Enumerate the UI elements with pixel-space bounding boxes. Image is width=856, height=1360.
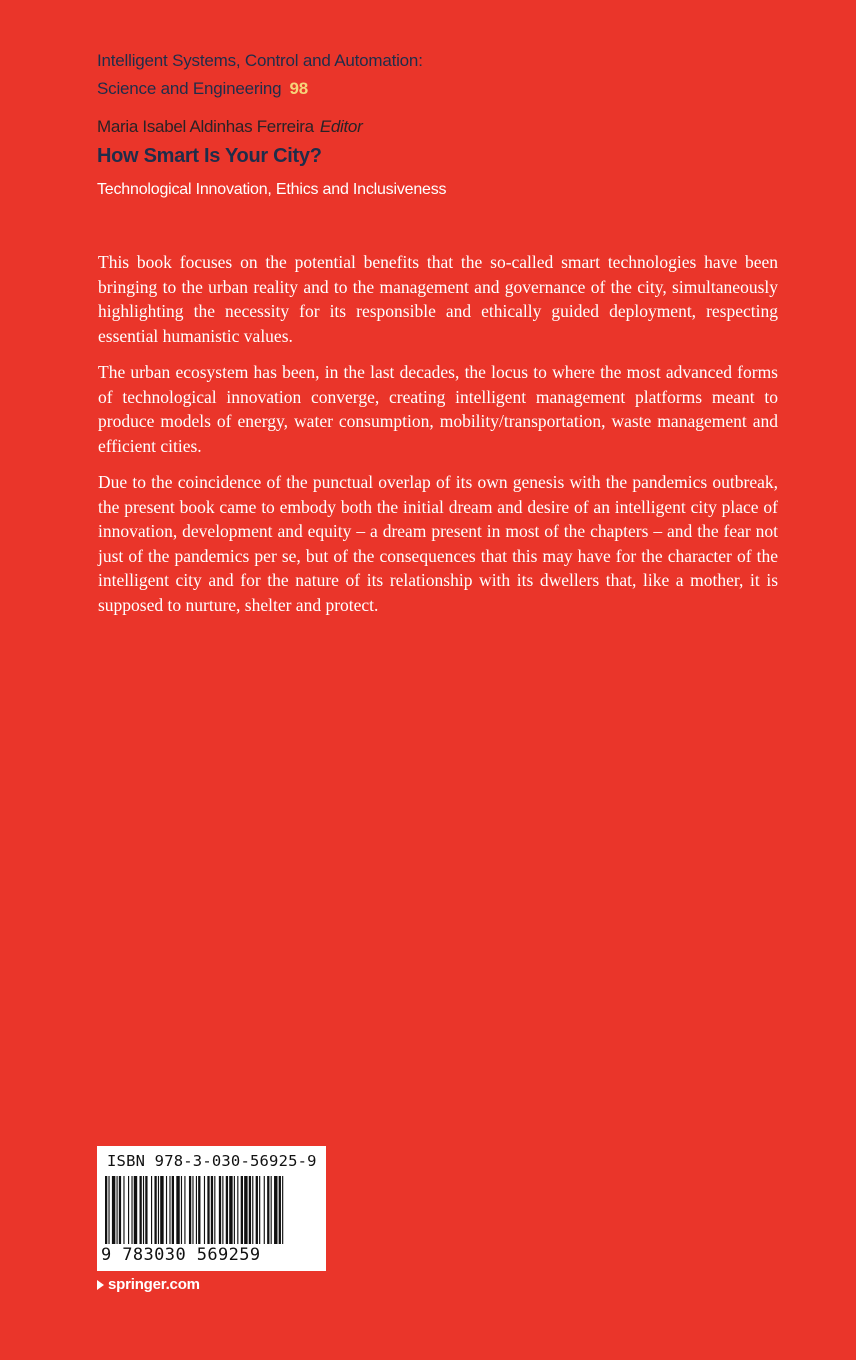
ean-digits: 9 783030 569259 — [101, 1245, 261, 1265]
publisher-link[interactable] — [97, 1276, 200, 1293]
barcode-bar — [128, 1176, 129, 1244]
barcode-bar — [176, 1176, 179, 1244]
barcode-bar — [204, 1176, 205, 1244]
book-title: How Smart Is Your City? — [97, 145, 322, 167]
blurb-paragraph-2: The urban ecosystem has been, in the last decades, the locus to where the most advanced forms of technological innovation converge, creating intelligent management platforms meant to produce models of energy, water consumption, mobility/​transportation, waste management and efficient cities. — [98, 362, 778, 456]
barcode-bar — [241, 1176, 243, 1244]
barcode-bar — [267, 1176, 269, 1244]
isbn-label: ISBN 978-3-030-56925-9 — [107, 1152, 317, 1170]
series-volume: 98 — [289, 79, 308, 98]
barcode-bar — [112, 1176, 115, 1244]
barcode-bar — [192, 1176, 193, 1244]
barcode-bar — [189, 1176, 191, 1244]
barcode-bar — [160, 1176, 163, 1244]
barcode-bar — [134, 1176, 137, 1244]
publisher-url: springer.com — [108, 1276, 200, 1293]
barcode-bar — [259, 1176, 260, 1244]
barcode-bar — [119, 1176, 121, 1244]
barcode-bar — [105, 1176, 107, 1244]
barcode-bar — [271, 1176, 272, 1244]
barcode-bar — [234, 1176, 235, 1244]
barcode-bar — [145, 1176, 147, 1244]
barcode-bar — [158, 1176, 159, 1244]
barcode-bar — [131, 1176, 132, 1244]
barcode-bar — [282, 1176, 283, 1244]
barcode-bar — [184, 1176, 185, 1244]
barcode-bar — [256, 1176, 258, 1244]
barcode-bar — [140, 1176, 142, 1244]
barcode-bar — [244, 1176, 247, 1244]
barcode-bar — [123, 1176, 124, 1244]
barcode-bar — [169, 1176, 170, 1244]
barcode-bar — [117, 1176, 118, 1244]
barcode-bar — [172, 1176, 174, 1244]
barcode-bar — [181, 1176, 182, 1244]
barcode-bar — [211, 1176, 213, 1244]
barcode-bar — [207, 1176, 209, 1244]
barcode-bar — [198, 1176, 200, 1244]
barcode-bar — [252, 1176, 253, 1244]
arrow-right-icon — [97, 1280, 104, 1290]
barcode-bar — [226, 1176, 228, 1244]
back-cover-blurb — [98, 250, 778, 629]
series-name: Science and Engineering — [97, 79, 282, 98]
barcode-bar — [279, 1176, 281, 1244]
blurb-paragraph-1: This book focuses on the potential benefits that the so-called smart technologies have been bringing to the urban reality and to the management and governance of the city, simultaneously highlighting the necessity for its responsible and ethically guided deployment, respecting essential humanistic values. — [98, 252, 778, 346]
series-title — [97, 47, 697, 103]
series-line-1: Intelligent Systems, Control and Automation: — [97, 51, 423, 70]
barcode-bar — [219, 1176, 221, 1244]
barcode-bar — [274, 1176, 277, 1244]
barcode-bar — [249, 1176, 251, 1244]
barcode-bars — [103, 1176, 321, 1244]
barcode-bar — [264, 1176, 265, 1244]
barcode-bar — [108, 1176, 109, 1244]
barcode-bar — [143, 1176, 144, 1244]
barcode-bar — [151, 1176, 152, 1244]
barcode-bar — [237, 1176, 238, 1244]
series-line-2 — [97, 75, 697, 103]
barcode-bar — [229, 1176, 232, 1244]
editor-role: Editor — [319, 117, 363, 136]
barcode-bar — [214, 1176, 215, 1244]
editor-name: Maria Isabel Aldinhas Ferreira — [97, 117, 314, 136]
editor-credit — [97, 117, 362, 137]
barcode-bar — [196, 1176, 197, 1244]
barcode-bar — [166, 1176, 167, 1244]
isbn-barcode — [97, 1146, 326, 1271]
barcode-bar — [154, 1176, 156, 1244]
barcode-bar — [222, 1176, 223, 1244]
blurb-paragraph-3: Due to the coincidence of the punctual overlap of its own genesis with the pandemics outbreak, the present book came to embody both the initial dream and desire of an intelligent city place of innovation, development and equity – a dream present in most of the chapters – and the fear not just of the pandemics per se, but of the consequences that this may have for the character of the intelligent city and for the nature of its relationship with its dwellers that, like a mother, it is supposed to nurture, shelter and protect. — [98, 472, 778, 615]
book-subtitle: Technological Innovation, Ethics and Inclusiveness — [97, 181, 447, 198]
